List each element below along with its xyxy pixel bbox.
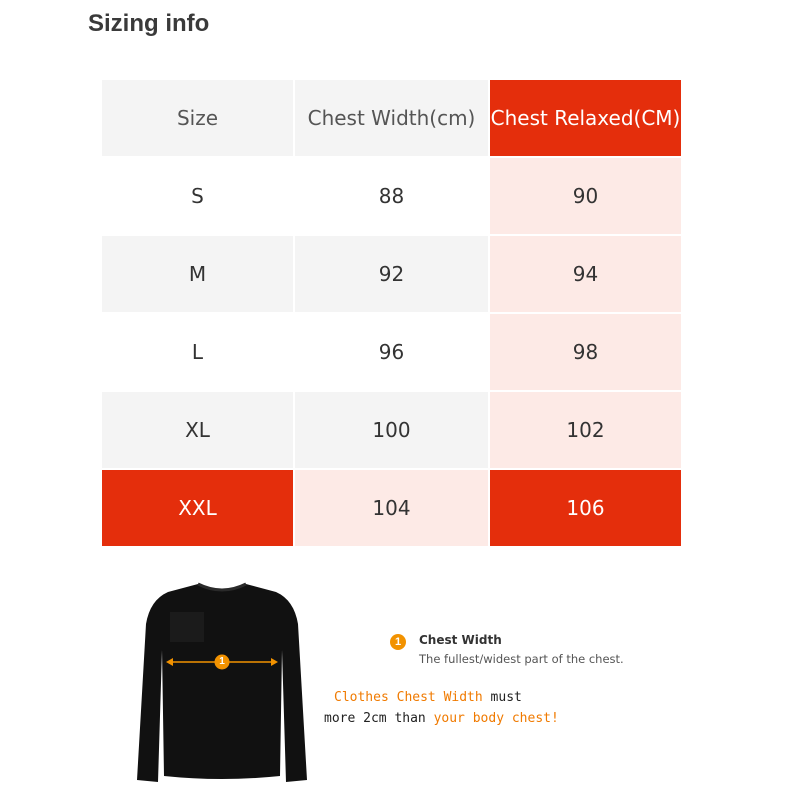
cell-chest-width: 96 [378, 340, 405, 364]
cell-size-highlight: XXL [102, 470, 293, 546]
size-table [102, 80, 679, 546]
cell-chest-width: 104 [295, 470, 488, 546]
shirt-image [136, 580, 308, 785]
cell-chest-relaxed: 90 [490, 158, 681, 234]
legend-title: Chest Width [419, 633, 502, 647]
note-line-1 [334, 690, 522, 705]
header-size: Size [102, 80, 293, 156]
number-badge-icon: 1 [390, 634, 406, 650]
header-chest-width: Chest Width(cm) [295, 80, 488, 156]
cell-size: XL [102, 392, 293, 468]
cell-chest-relaxed-highlight: 106 [490, 470, 681, 546]
legend-description: The fullest/widest part of the chest. [419, 652, 624, 666]
note-text-2: more 2cm than [324, 711, 434, 726]
cell-chest-relaxed: 98 [490, 314, 681, 390]
note-highlight-2: your body chest! [433, 711, 559, 726]
cell-size: S [191, 184, 204, 208]
cell-chest-relaxed: 102 [490, 392, 681, 468]
cell-chest-width: 92 [295, 236, 488, 312]
note-text-1: must [482, 690, 522, 705]
cell-size: L [191, 340, 204, 364]
header-chest-relaxed: Chest Relaxed(CM) [490, 80, 681, 156]
cell-chest-relaxed: 94 [490, 236, 681, 312]
page-title: Sizing info [88, 10, 210, 37]
cell-chest-width: 100 [295, 392, 488, 468]
note-line-2 [324, 711, 559, 726]
note-highlight-1: Clothes Chest Width [334, 690, 483, 705]
cell-size: M [102, 236, 293, 312]
cell-chest-width: 88 [378, 184, 405, 208]
shirt-badge-label: 1 [219, 656, 225, 667]
